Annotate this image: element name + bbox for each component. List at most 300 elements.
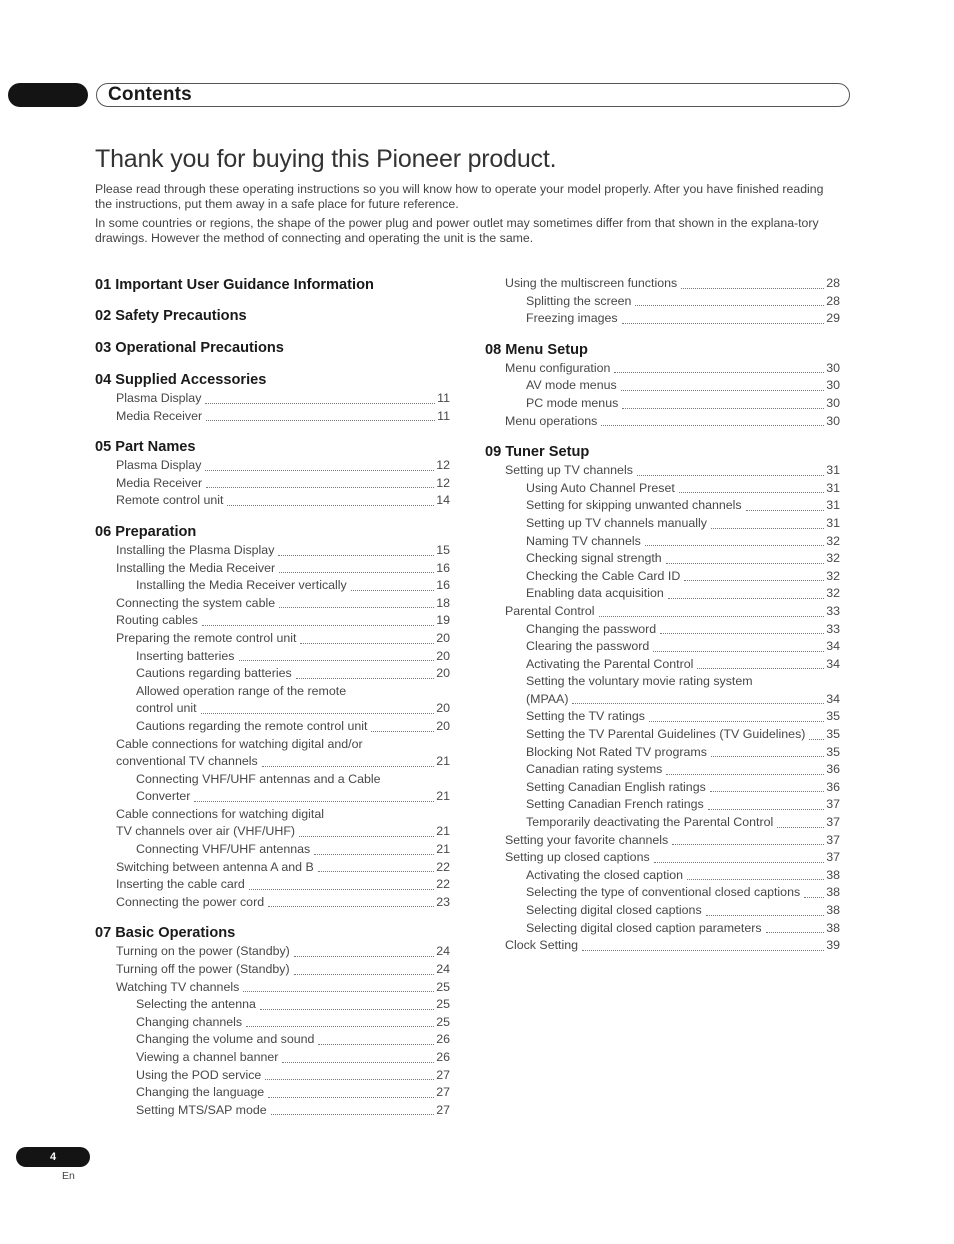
toc-entry[interactable] <box>95 823 450 841</box>
toc-entry[interactable] <box>95 408 450 426</box>
chapter-heading[interactable] <box>95 522 450 542</box>
leader-dots <box>687 879 824 880</box>
leader-dots <box>239 660 435 661</box>
leader-dots <box>645 545 824 546</box>
toc-entry[interactable] <box>485 603 840 621</box>
chapter-number: 07 <box>95 925 112 942</box>
toc-entry-page: 35 <box>826 709 840 724</box>
toc-entry-page: 35 <box>826 727 840 742</box>
toc-entry-page: 31 <box>826 480 840 495</box>
toc-entry-page: 32 <box>826 568 840 583</box>
toc-entry-label: Splitting the screen <box>526 293 632 308</box>
toc-entry[interactable] <box>95 560 450 578</box>
toc-entry-page: 38 <box>826 903 840 917</box>
leader-dots <box>710 791 824 792</box>
toc-entry-page: 31 <box>826 498 840 513</box>
toc-entry-label: Viewing a channel banner <box>136 1050 279 1064</box>
toc-entry-page: 21 <box>436 842 450 857</box>
toc-entry[interactable] <box>95 700 450 718</box>
toc-entry-page: 28 <box>826 276 840 290</box>
toc-entry[interactable] <box>485 832 840 850</box>
toc-entry-page: 30 <box>826 413 840 428</box>
leader-dots <box>766 932 825 933</box>
toc-entry-page: 35 <box>826 744 840 759</box>
leader-dots <box>649 721 824 722</box>
toc-entry-label: Changing channels <box>136 1014 243 1029</box>
toc-entry[interactable] <box>485 377 840 395</box>
toc-entry-page: 21 <box>436 789 450 804</box>
leader-dots <box>201 713 435 714</box>
toc-entry[interactable] <box>95 859 450 877</box>
toc-entry-label: Setting the TV ratings <box>526 709 645 724</box>
toc-entry[interactable] <box>485 761 840 779</box>
leader-dots <box>746 510 825 511</box>
toc-entry[interactable] <box>485 691 840 709</box>
chapter-title: Important User Guidance Information <box>115 277 374 293</box>
toc-entry-label: Watching TV channels <box>116 979 240 994</box>
chapter-title: Safety Precautions <box>115 308 247 324</box>
toc-entry-label: Selecting the antenna <box>136 997 256 1012</box>
toc-entry-label: Routing cables <box>116 613 198 628</box>
chapter-number: 05 <box>95 439 112 456</box>
leader-dots <box>572 703 824 704</box>
toc-entry-page: 20 <box>436 701 450 716</box>
leader-dots <box>279 572 434 573</box>
toc-entry[interactable] <box>95 457 450 475</box>
toc-entry[interactable] <box>485 726 840 744</box>
toc-entry[interactable] <box>485 533 840 551</box>
toc-entry[interactable] <box>485 814 840 832</box>
toc-entry-page: 16 <box>436 578 450 593</box>
leader-dots <box>681 288 824 289</box>
leader-dots <box>300 643 434 644</box>
chapter-number: 09 <box>485 444 502 461</box>
toc-entry-label: Setting up closed captions <box>505 850 650 865</box>
toc-entry-page: 37 <box>826 797 840 812</box>
chapter-title: Part Names <box>115 439 196 456</box>
toc-entry[interactable] <box>485 585 840 603</box>
toc-entry-page: 38 <box>826 867 840 882</box>
toc-entry-page: 31 <box>826 463 840 478</box>
toc-entry[interactable] <box>485 621 840 639</box>
page-title: Thank you for buying this Pioneer product. <box>95 145 557 173</box>
page-number-badge: 4 <box>16 1147 90 1167</box>
toc-entry[interactable] <box>485 849 840 867</box>
toc-entry-page: 37 <box>826 815 840 830</box>
toc-entry[interactable] <box>95 492 450 510</box>
toc-entry-label: Installing the Media Receiver vertically <box>136 578 347 593</box>
toc-entry-label: Parental Control <box>505 603 595 618</box>
toc-entry-page: 33 <box>826 621 840 636</box>
intro-paragraph: In some countries or regions, the shape of the power plug and power outlet may sometimes differ from that shown in the explana-tory drawings. However the method of connecting and operating the unit is the same. <box>95 216 819 245</box>
leader-dots <box>654 862 825 863</box>
toc-entry-page: 31 <box>826 515 840 530</box>
toc-entry-page: 34 <box>826 691 840 706</box>
toc-entry-page: 32 <box>826 533 840 548</box>
chapter-title: Basic Operations <box>115 925 236 942</box>
toc-entry-label: Installing the Plasma Display <box>116 542 275 557</box>
toc-entry[interactable] <box>485 497 840 515</box>
toc-entry-label: Turning off the power (Standby) <box>116 962 290 977</box>
toc-entry-label: Using the POD service <box>136 1067 262 1082</box>
toc-entry-label: Setting Canadian English ratings <box>526 779 706 794</box>
toc-entry[interactable] <box>485 867 840 885</box>
leader-dots <box>278 555 434 556</box>
toc-entry-label: Inserting the cable card <box>116 877 245 892</box>
toc-entry-label: Connecting the power cord <box>116 894 265 909</box>
toc-entry-page: 36 <box>826 779 840 794</box>
toc-entry-label: Media Receiver <box>116 408 203 423</box>
leader-dots <box>660 633 824 634</box>
leader-dots <box>777 827 824 828</box>
toc-entry-page: 23 <box>436 894 450 909</box>
toc-entry[interactable] <box>485 480 840 498</box>
leader-dots <box>614 372 824 373</box>
leader-dots <box>666 774 824 775</box>
toc-entry[interactable] <box>95 979 450 997</box>
toc-entry-label: Setting up TV channels <box>505 463 633 478</box>
leader-dots <box>622 323 825 324</box>
chapter-title: Menu Setup <box>505 341 588 358</box>
toc-entry[interactable] <box>485 920 840 938</box>
toc-entry-page: 20 <box>436 718 450 733</box>
toc-entry[interactable] <box>95 788 450 806</box>
toc-entry-label: Checking signal strength <box>526 551 662 566</box>
chapter-heading[interactable] <box>95 275 450 295</box>
toc-entry-page: 11 <box>437 408 450 423</box>
toc-entry-label: Selecting the type of conventional closed captions <box>526 885 801 900</box>
section-tab <box>8 83 88 107</box>
leader-dots <box>672 844 824 845</box>
chapter-heading[interactable] <box>95 338 450 358</box>
toc-entry-page: 38 <box>826 885 840 900</box>
toc-entry-label: control unit <box>136 701 197 716</box>
toc-entry[interactable] <box>95 1084 450 1102</box>
toc-entry-page: 25 <box>436 1014 450 1029</box>
chapter-heading[interactable] <box>95 437 450 457</box>
chapter-number: 01 <box>95 277 112 293</box>
toc-entry-label: Clearing the password <box>526 639 650 654</box>
leader-dots <box>697 668 824 669</box>
toc-entry-label: Setting for skipping unwanted channels <box>526 498 742 513</box>
toc-entry[interactable] <box>95 577 450 595</box>
toc-entry[interactable] <box>485 395 840 413</box>
toc-entry-label: Canadian rating systems <box>526 762 663 777</box>
toc-entry-page: 22 <box>436 877 450 892</box>
toc-entry[interactable] <box>95 1014 450 1032</box>
chapter-heading[interactable] <box>95 306 450 326</box>
toc-entry-label: Connecting VHF/UHF antennas <box>136 842 311 857</box>
toc-entry[interactable] <box>485 462 840 480</box>
leader-dots <box>262 766 435 767</box>
toc-entry[interactable] <box>95 665 450 683</box>
toc-entry-page: 34 <box>826 656 840 671</box>
toc-entry[interactable] <box>95 718 450 736</box>
toc-entry-page: 27 <box>436 1102 450 1117</box>
toc-entry-label: Setting MTS/SAP mode <box>136 1102 267 1117</box>
toc-entry[interactable] <box>485 360 840 378</box>
leader-dots <box>282 1062 434 1063</box>
toc-entry[interactable] <box>95 894 450 912</box>
toc-entry-label: Connecting the system cable <box>116 595 276 610</box>
toc-entry-page: 38 <box>826 920 840 935</box>
toc-entry-page: 34 <box>826 639 840 654</box>
toc-entry-page: 39 <box>826 938 840 953</box>
toc-entry-page: 28 <box>826 293 840 308</box>
toc-entry[interactable] <box>485 550 840 568</box>
toc-entry-label: Setting up TV channels manually <box>526 515 707 530</box>
toc-entry-label: Freezing images <box>526 311 618 326</box>
toc-entry-label: Remote control unit <box>116 493 224 508</box>
toc-entry-page: 25 <box>436 997 450 1012</box>
leader-dots <box>371 731 434 732</box>
toc-entry-page: 12 <box>436 458 450 473</box>
chapter-number: 06 <box>95 523 112 540</box>
toc-entry-page: 36 <box>826 762 840 777</box>
toc-entry-line[interactable]: Cable connections for watching digital <box>116 806 325 821</box>
toc-entry-page: 32 <box>826 551 840 566</box>
toc-entry-page: 18 <box>436 595 450 610</box>
chapter-heading[interactable] <box>485 442 840 462</box>
toc-entry[interactable] <box>485 779 840 797</box>
toc-entry-page: 16 <box>436 560 450 575</box>
toc-entry[interactable] <box>95 1031 450 1049</box>
toc-entry[interactable] <box>95 630 450 648</box>
toc-entry-page: 22 <box>436 859 450 874</box>
toc-entry-label: Enabling data acquisition <box>526 586 664 601</box>
leader-dots <box>243 991 434 992</box>
toc-entry-label: Preparing the remote control unit <box>116 630 297 645</box>
leader-dots <box>653 651 824 652</box>
chapter-number: 08 <box>485 341 502 358</box>
leader-dots <box>299 836 434 837</box>
toc-entry[interactable] <box>485 568 840 586</box>
toc-entry[interactable] <box>95 1102 450 1120</box>
chapter-number: 02 <box>95 308 112 324</box>
toc-entry[interactable] <box>485 656 840 674</box>
toc-entry[interactable] <box>485 744 840 762</box>
toc-entry[interactable] <box>95 1067 450 1085</box>
leader-dots <box>206 487 434 488</box>
toc-entry-page: 25 <box>436 979 450 994</box>
toc-entry[interactable] <box>485 413 840 431</box>
chapter-title: Tuner Setup <box>505 444 590 461</box>
leader-dots <box>205 470 434 471</box>
toc-entry[interactable] <box>95 943 450 961</box>
toc-entry-page: 30 <box>826 360 840 375</box>
leader-dots <box>599 616 825 617</box>
section-header <box>8 83 850 107</box>
toc-entry-label: Clock Setting <box>505 938 579 953</box>
toc-entry-page: 21 <box>436 754 450 769</box>
toc-entry[interactable] <box>95 475 450 493</box>
intro-paragraph: Please read through these operating instructions so you will know how to operate your model properly. After you have finished reading the instructions, put them away in a safe place for future reference. <box>95 182 824 211</box>
leader-dots <box>708 809 824 810</box>
toc-entry[interactable] <box>485 515 840 533</box>
section-frame <box>96 83 850 107</box>
toc-entry[interactable] <box>485 293 840 311</box>
toc-entry[interactable] <box>485 708 840 726</box>
toc-entry[interactable] <box>95 753 450 771</box>
chapter-heading[interactable] <box>485 340 840 360</box>
leader-dots <box>205 403 435 404</box>
toc-entry[interactable] <box>95 648 450 666</box>
toc-entry-label: Activating the Parental Control <box>526 656 694 671</box>
chapter-number: 04 <box>95 372 112 388</box>
leader-dots <box>296 678 435 679</box>
language-code: En <box>62 1170 75 1182</box>
leader-dots <box>206 420 435 421</box>
leader-dots <box>314 854 434 855</box>
toc-entry-label: PC mode menus <box>526 395 619 410</box>
chapter-number: 03 <box>95 340 112 356</box>
toc-entry-page: 24 <box>436 944 450 959</box>
leader-dots <box>279 607 434 608</box>
toc-entry[interactable] <box>485 902 840 920</box>
toc-entry[interactable] <box>95 961 450 979</box>
toc-entry-page: 14 <box>436 493 450 508</box>
toc-entry-label: Converter <box>136 789 191 804</box>
leader-dots <box>202 625 434 626</box>
toc-entry[interactable] <box>95 595 450 613</box>
toc-entry-line[interactable]: Allowed operation range of the remote <box>136 683 347 698</box>
toc-entry-label: Changing the language <box>136 1085 265 1100</box>
toc-entry-page: 15 <box>436 542 450 557</box>
toc-entry-page: 12 <box>436 475 450 490</box>
toc-entry-label: Inserting batteries <box>136 648 235 663</box>
chapter-title: Supplied Accessories <box>115 372 267 388</box>
chapter-heading[interactable] <box>95 923 450 943</box>
section-title: Contents <box>108 84 192 105</box>
leader-dots <box>318 871 434 872</box>
leader-dots <box>804 897 824 898</box>
toc-entry-label: Cautions regarding the remote control unit <box>136 718 368 733</box>
toc-entry-label: Plasma Display <box>116 458 202 473</box>
chapter-title: Preparation <box>115 523 197 540</box>
leader-dots <box>294 956 434 957</box>
toc-entry-line[interactable]: Connecting VHF/UHF antennas and a Cable <box>136 771 381 786</box>
leader-dots <box>621 390 825 391</box>
leader-dots <box>706 915 825 916</box>
toc-entry-label: Menu operations <box>505 413 598 428</box>
toc-entry-page: 37 <box>826 832 840 847</box>
toc-left-column <box>95 275 450 1119</box>
toc-entry-page: 19 <box>436 613 450 628</box>
leader-dots <box>668 598 824 599</box>
toc-entry-page: 20 <box>436 630 450 645</box>
toc-entry-label: conventional TV channels <box>116 754 258 769</box>
toc-entry-page: 20 <box>436 648 450 663</box>
toc-entry-label: Installing the Media Receiver <box>116 560 276 575</box>
toc-entry[interactable] <box>95 1049 450 1067</box>
leader-dots <box>194 801 434 802</box>
leader-dots <box>666 563 825 564</box>
toc-entry-label: TV channels over air (VHF/UHF) <box>116 824 296 839</box>
leader-dots <box>351 590 434 591</box>
toc-entry-label: Switching between antenna A and B <box>116 859 314 874</box>
toc-entry-page: 27 <box>436 1085 450 1100</box>
toc-entry-page: 30 <box>826 395 840 410</box>
toc-entry-label: Using Auto Channel Preset <box>526 480 675 495</box>
toc-entry-label: Changing the password <box>526 621 657 636</box>
toc-entry-label: Blocking Not Rated TV programs <box>526 744 707 759</box>
toc-entry[interactable] <box>485 275 840 293</box>
leader-dots <box>679 492 824 493</box>
toc-entry-label: Changing the volume and sound <box>136 1032 315 1047</box>
toc-entry-label: Media Receiver <box>116 475 203 490</box>
toc-entry-page: 29 <box>826 311 840 326</box>
leader-dots <box>268 1097 434 1098</box>
toc-entry[interactable] <box>95 996 450 1014</box>
toc-entry[interactable] <box>485 937 840 955</box>
toc-entry[interactable] <box>95 390 450 408</box>
toc-entry-label: Cautions regarding batteries <box>136 666 292 681</box>
leader-dots <box>265 1079 434 1080</box>
toc-entry[interactable] <box>95 876 450 894</box>
chapter-heading[interactable] <box>95 370 450 390</box>
toc-entry-page: 33 <box>826 603 840 618</box>
toc-entry-label: Setting the TV Parental Guidelines (TV Guidelines) <box>526 727 806 742</box>
leader-dots <box>601 425 824 426</box>
toc-entry[interactable] <box>485 796 840 814</box>
toc-entry-line[interactable]: Cable connections for watching digital and/or <box>116 736 363 751</box>
toc-entry-page: 26 <box>436 1032 450 1047</box>
toc-entry-label: Setting your favorite channels <box>505 832 669 847</box>
toc-entry-page: 30 <box>826 378 840 393</box>
toc-entry-page: 20 <box>436 666 450 681</box>
toc-entry[interactable] <box>485 638 840 656</box>
leader-dots <box>268 906 434 907</box>
toc-entry-label: Turning on the power (Standby) <box>116 944 290 959</box>
toc-entry-label: AV mode menus <box>526 378 617 393</box>
leader-dots <box>711 528 824 529</box>
toc-entry[interactable] <box>485 884 840 902</box>
toc-entry-page: 24 <box>436 962 450 977</box>
toc-entry-label: Activating the closed caption <box>526 867 684 882</box>
toc-right-column <box>485 275 840 955</box>
leader-dots <box>622 408 824 409</box>
toc-entry-label: Checking the Cable Card ID <box>526 568 681 583</box>
leader-dots <box>318 1044 434 1045</box>
toc-entry-page: 11 <box>437 391 450 405</box>
leader-dots <box>711 756 824 757</box>
toc-entry-label: Temporarily deactivating the Parental Control <box>526 815 774 830</box>
chapter-title: Operational Precautions <box>115 340 284 356</box>
toc-entry[interactable] <box>95 612 450 630</box>
leader-dots <box>294 974 435 975</box>
toc-entry-page: 26 <box>436 1050 450 1064</box>
toc-entry-line[interactable]: Setting the voluntary movie rating system <box>526 674 753 689</box>
toc-entry-label: Setting Canadian French ratings <box>526 797 704 812</box>
toc-entry-label: Using the multiscreen functions <box>505 276 678 290</box>
leader-dots <box>249 889 434 890</box>
toc-entry-page: 27 <box>436 1067 450 1082</box>
toc-entry[interactable] <box>95 542 450 560</box>
toc-entry[interactable] <box>485 310 840 328</box>
toc-entry-label: Selecting digital closed captions <box>526 903 702 917</box>
toc-entry-label: Selecting digital closed caption parameters <box>526 920 762 935</box>
leader-dots <box>582 950 824 951</box>
toc-entry-label: Menu configuration <box>505 360 611 375</box>
toc-entry-page: 21 <box>436 824 450 839</box>
leader-dots <box>227 505 434 506</box>
toc-entry[interactable] <box>95 841 450 859</box>
leader-dots <box>271 1114 435 1115</box>
leader-dots <box>809 739 824 740</box>
leader-dots <box>246 1026 434 1027</box>
toc-entry-label: Naming TV channels <box>526 533 641 548</box>
toc-entry-page: 37 <box>826 850 840 865</box>
